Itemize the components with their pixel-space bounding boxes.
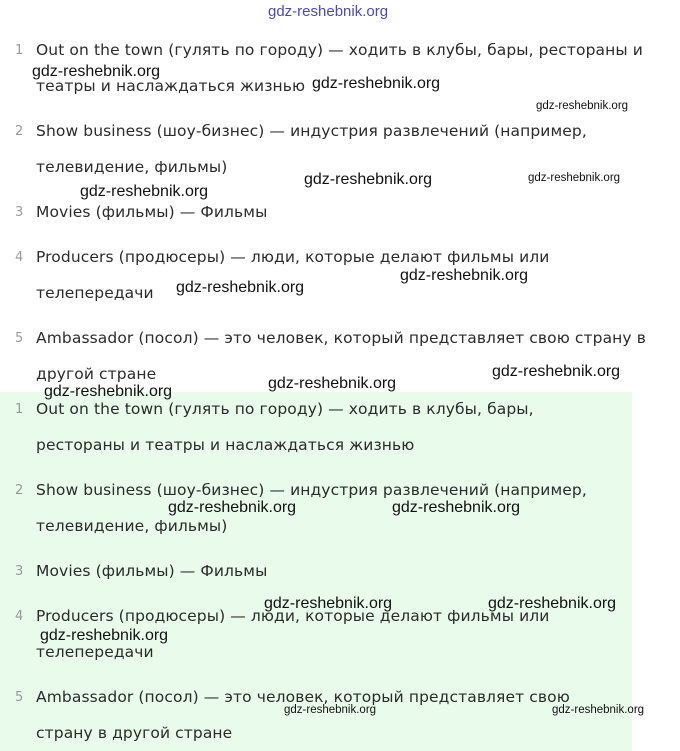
watermark: gdz-reshebnik.org (40, 627, 169, 644)
watermark: gdz-reshebnik.org (284, 704, 377, 716)
watermark: gdz-reshebnik.org (32, 63, 161, 80)
watermark: gdz-reshebnik.org (168, 499, 297, 516)
item-line: театры и наслаждаться жизнью (36, 77, 306, 95)
item-line: Producers (продюсеры) — люди, которые делают фильмы или (36, 248, 550, 266)
item-line: Show business (шоу-бизнес) — индустрия развлечений (например, (36, 122, 587, 140)
item-number: 3 (15, 564, 24, 579)
item-number: 1 (15, 402, 24, 417)
item-line: Show business (шоу-бизнес) — индустрия развлечений (например, (36, 481, 587, 499)
watermark: gdz-reshebnik.org (264, 595, 393, 612)
watermark: gdz-reshebnik.org (304, 171, 433, 188)
watermark: gdz-reshebnik.org (268, 3, 389, 20)
item-number: 2 (15, 124, 24, 139)
watermark: gdz-reshebnik.org (44, 383, 173, 400)
watermark: gdz-reshebnik.org (392, 499, 521, 516)
watermark: gdz-reshebnik.org (528, 172, 621, 184)
item-line: телевидение, фильмы) (36, 158, 228, 176)
item-line: Producers (продюсеры) — люди, которые делают фильмы или (36, 607, 550, 625)
item-line: Ambassador (посол) — это человек, который представляет свою страну в (36, 329, 646, 347)
item-line: Movies (фильмы) — Фильмы (36, 203, 268, 221)
item-number: 2 (15, 483, 24, 498)
item-line: Out on the town (гулять по городу) — ходить в клубы, бары, рестораны и (36, 41, 643, 59)
item-line: другой стране (36, 365, 157, 383)
item-number: 3 (15, 205, 24, 220)
watermark: gdz-reshebnik.org (552, 704, 645, 716)
watermark: gdz-reshebnik.org (80, 183, 209, 200)
item-line: телепередачи (36, 284, 154, 302)
watermark: gdz-reshebnik.org (400, 267, 529, 284)
item-number: 5 (15, 690, 24, 705)
watermark: gdz-reshebnik.org (268, 375, 397, 392)
watermark: gdz-reshebnik.org (488, 595, 617, 612)
item-line: Ambassador (посол) — это человек, который представляет свою (36, 688, 570, 706)
watermark: gdz-reshebnik.org (312, 75, 441, 92)
item-line: Movies (фильмы) — Фильмы (36, 562, 268, 580)
item-line: телепередачи (36, 643, 154, 661)
item-number: 5 (15, 331, 24, 346)
watermark: gdz-reshebnik.org (492, 363, 621, 380)
watermark: gdz-reshebnik.org (176, 279, 305, 296)
item-line: телевидение, фильмы) (36, 517, 228, 535)
word-list-highlighted (0, 392, 632, 751)
item-number: 4 (15, 250, 24, 265)
item-line: страну в другой стране (36, 724, 233, 742)
item-line: Out on the town (гулять по городу) — ходить в клубы, бары, (36, 400, 534, 418)
watermark: gdz-reshebnik.org (536, 100, 629, 112)
item-number: 4 (15, 609, 24, 624)
item-number: 1 (15, 43, 24, 58)
item-line: рестораны и театры и наслаждаться жизнью (36, 436, 415, 454)
